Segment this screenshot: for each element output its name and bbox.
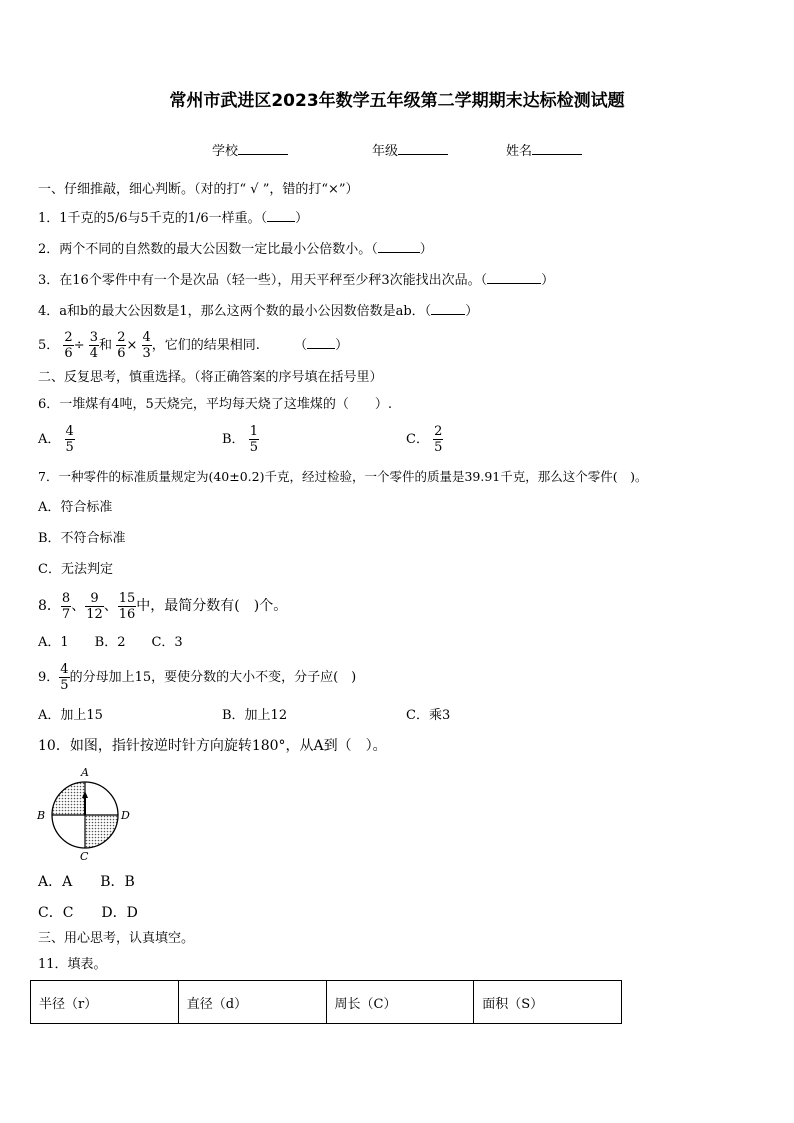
q9-tail: 的分母加上15，要使分数的大小不变，分子应( ) [69,670,357,685]
question-4 [38,302,478,320]
q10-label-c: C [80,850,89,863]
q9-option-a[interactable]: A．加上15 [38,708,103,723]
q10-label-a: A [81,766,89,779]
q6-c-label: C． [406,432,429,447]
q5-answer-blank[interactable] [307,336,335,349]
q5-fraction-1: $\frac{2}{6}$ [64,330,73,361]
q8-sep-2: 、 [103,598,118,614]
question-9 [38,660,356,696]
question-7: 7．一种零件的标准质量规定为(40±0.2)千克，经过检验，一个零件的质量是39.91千克，那么这个零件( )。 [38,469,648,484]
section3-heading: 三、用心思考，认真填空。 [38,931,195,946]
q5-close: ） [335,338,349,353]
q2-answer-blank[interactable] [378,240,420,253]
school-blank[interactable] [238,142,288,155]
q8-options[interactable]: A．1 B．2 C．3 [38,635,183,650]
q5-and: 和 [99,338,113,353]
q5-divide: ÷ [73,338,85,353]
q4-text: 4．a和b的最大公因数是1，那么这两个数的最小公因数倍数是ab．（ [38,304,432,319]
q9-label: 9． [38,670,60,685]
table-header-area: 面积（S） [474,981,622,1024]
q5-fraction-2: $\frac{3}{4}$ [89,330,99,361]
q5-fraction-4: $\frac{4}{3}$ [142,330,151,361]
question-2 [38,240,433,258]
section1-heading: 一、仔细推敲，细心判断。（对的打“ √ ”，错的打“×”） [38,182,359,197]
question-10: 10．如图，指针按逆时针方向旋转180°，从A到（ ）。 [38,738,387,754]
q5-label: 5． [38,338,60,353]
grade-blank[interactable] [398,142,448,155]
q6-option-b[interactable] [222,422,259,458]
q5-tail: ，它们的结果相同. [151,338,260,353]
section2-heading: 二、反复思考，慎重选择。（将正确答案的序号填在括号里） [38,370,383,385]
q8-sep-1: 、 [71,598,86,614]
q10-circle-figure [34,764,138,864]
page-title: 常州市武进区2023年数学五年级第二学期期末达标检测试题 [169,91,625,111]
q9-fraction: $\frac{4}{5}$ [60,662,69,693]
q11-table [30,980,622,1024]
q3-close: ） [541,273,555,288]
q6-option-c[interactable] [406,422,443,458]
q1-close: ） [295,211,309,226]
q6-b-fraction: $\frac{1}{5}$ [249,424,258,455]
q4-answer-blank[interactable] [431,302,465,315]
q3-answer-blank[interactable] [487,271,541,284]
q10-label-b: B [37,809,46,822]
school-label: 学校 [212,144,239,159]
q6-b-label: B． [222,432,245,447]
q1-answer-blank[interactable] [267,209,295,222]
q8-fraction-2: $\frac{9}{12}$ [86,590,103,622]
name-blank[interactable] [532,142,582,155]
question-11: 11．填表。 [38,957,107,972]
q2-text: 2．两个不同的自然数的最大公因数一定比最小公倍数小。（ [38,242,378,257]
name-field [506,142,582,160]
q2-close: ） [419,242,433,257]
q7-option-c[interactable]: C．无法判定 [38,562,113,577]
table-row [31,981,622,1024]
grade-label: 年级 [372,144,399,159]
question-8 [38,589,287,623]
q6-a-fraction: $\frac{4}{5}$ [65,424,74,455]
grade-field [372,142,448,160]
q5-open: （ [294,338,308,353]
q9-option-b[interactable]: B．加上12 [222,708,288,723]
q10-options-row-1[interactable]: A．A B．B [38,874,135,890]
q5-times: × [126,338,138,353]
school-field [212,142,288,160]
q8-fraction-3: $\frac{15}{16}$ [118,590,136,622]
question-1 [38,209,308,227]
q3-text: 3．在16个零件中有一个是次品（轻一些），用天平秤至少秤3次能找出次品。（ [38,273,488,288]
q10-options-row-2[interactable]: C．C D．D [38,905,138,921]
table-header-circumference: 周长（C） [326,981,474,1024]
question-5 [38,330,348,362]
q7-option-a[interactable]: A．符合标准 [38,500,113,515]
name-label: 姓名 [506,144,533,159]
q8-label: 8． [38,598,61,614]
q10-label-d: D [121,809,130,822]
q6-c-fraction: $\frac{2}{5}$ [434,424,443,455]
q8-tail: 中，最简分数有( )个。 [136,598,288,614]
question-6: 6．一堆煤有4吨，5天烧完，平均每天烧了这堆煤的（ ）. [38,397,392,412]
q6-option-a[interactable] [38,422,75,458]
table-header-diameter: 直径（d） [178,981,326,1024]
q7-option-b[interactable]: B．不符合标准 [38,531,126,546]
q4-close: ） [465,304,479,319]
table-header-radius: 半径（r） [31,981,179,1024]
question-3 [38,271,554,289]
q1-text: 1．1千克的5/6与5千克的1/6一样重。（ [38,211,268,226]
q5-fraction-3: $\frac{2}{6}$ [117,330,126,361]
q6-a-label: A． [38,432,61,447]
q9-option-c[interactable]: C．乘3 [406,708,451,723]
q8-fraction-1: $\frac{8}{7}$ [61,590,71,622]
